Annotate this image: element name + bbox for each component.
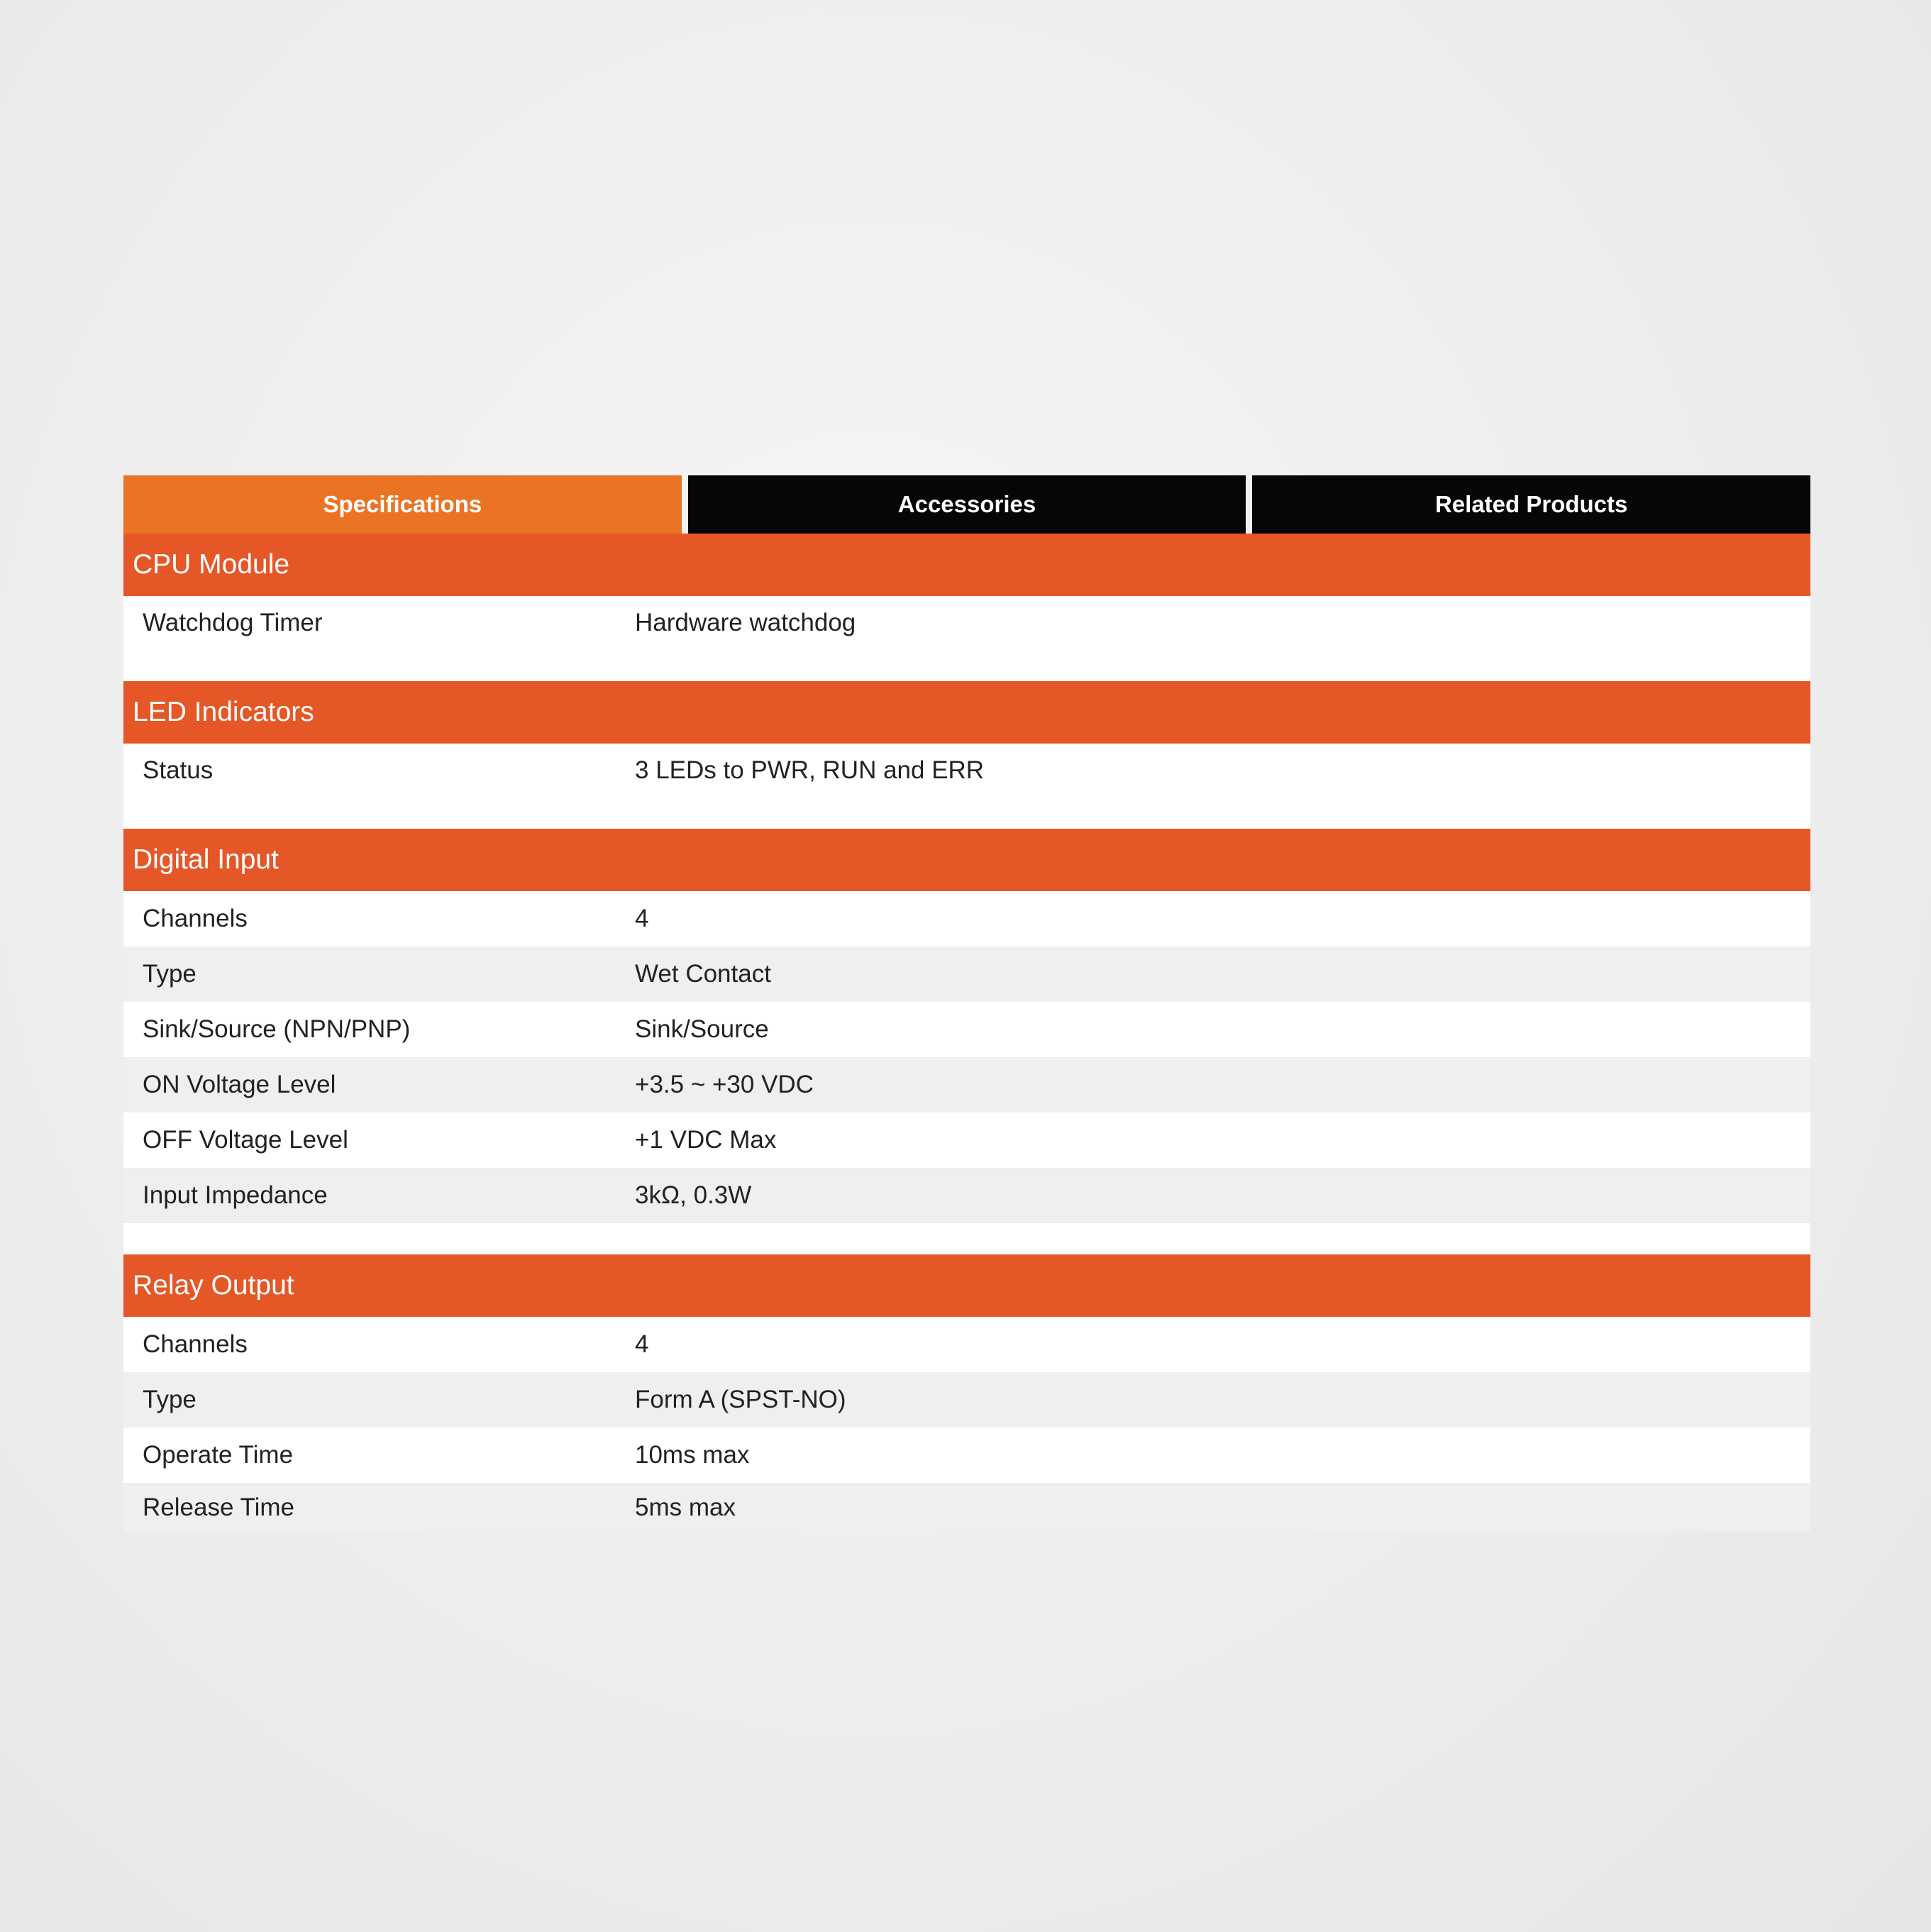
spec-value: Hardware watchdog (635, 609, 856, 636)
table-row (123, 596, 1810, 681)
tab-related-products[interactable]: Related Products (1252, 475, 1810, 534)
spec-key: Type (143, 1386, 197, 1413)
table-row (123, 891, 1810, 946)
spec-value: 5ms max (635, 1493, 736, 1521)
spec-value: Sink/Source (635, 1015, 769, 1043)
spec-key: ON Voltage Level (143, 1071, 336, 1098)
table-row (123, 1113, 1810, 1168)
spec-key: Operate Time (143, 1441, 294, 1469)
spec-key: Release Time (143, 1493, 294, 1521)
table-row (123, 1002, 1810, 1057)
section-spacer (123, 1223, 1810, 1254)
table-row (123, 1372, 1810, 1428)
section-cpu-module (123, 534, 1810, 681)
spec-value: +3.5 ~ +30 VDC (635, 1071, 814, 1098)
spec-value: Form A (SPST-NO) (635, 1386, 846, 1413)
spec-key: OFF Voltage Level (143, 1126, 348, 1154)
spec-value: 3kΩ, 0.3W (635, 1181, 752, 1209)
table-row (123, 1317, 1810, 1372)
spec-key: Type (143, 960, 197, 988)
table-row (123, 1168, 1810, 1223)
spec-value: 10ms max (635, 1441, 750, 1469)
spec-key: Sink/Source (NPN/PNP) (143, 1015, 411, 1043)
section-header: Digital Input (123, 829, 1810, 891)
spec-key: Input Impedance (143, 1181, 328, 1209)
table-row (123, 1483, 1810, 1532)
section-header: CPU Module (123, 534, 1810, 596)
spec-key: Channels (143, 1330, 248, 1358)
spec-value: +1 VDC Max (635, 1126, 777, 1154)
table-row (123, 1057, 1810, 1113)
spec-key: Channels (143, 905, 248, 932)
section-digital-input (123, 829, 1810, 1254)
section-header: Relay Output (123, 1254, 1810, 1317)
table-row (123, 1428, 1810, 1483)
section-led-indicators (123, 681, 1810, 829)
tab-specifications[interactable]: Specifications (123, 475, 682, 534)
table-row (123, 744, 1810, 829)
spec-value: Wet Contact (635, 960, 771, 988)
spec-value: 4 (635, 905, 649, 932)
spec-value: 4 (635, 1330, 649, 1358)
tab-accessories[interactable]: Accessories (688, 475, 1246, 534)
section-relay-output (123, 1254, 1810, 1532)
spec-value: 3 LEDs to PWR, RUN and ERR (635, 756, 985, 784)
specifications-panel (123, 475, 1810, 1532)
table-row (123, 946, 1810, 1002)
tab-bar (123, 475, 1810, 534)
spec-key: Status (143, 756, 214, 784)
spec-key: Watchdog Timer (143, 609, 323, 636)
section-header: LED Indicators (123, 681, 1810, 744)
